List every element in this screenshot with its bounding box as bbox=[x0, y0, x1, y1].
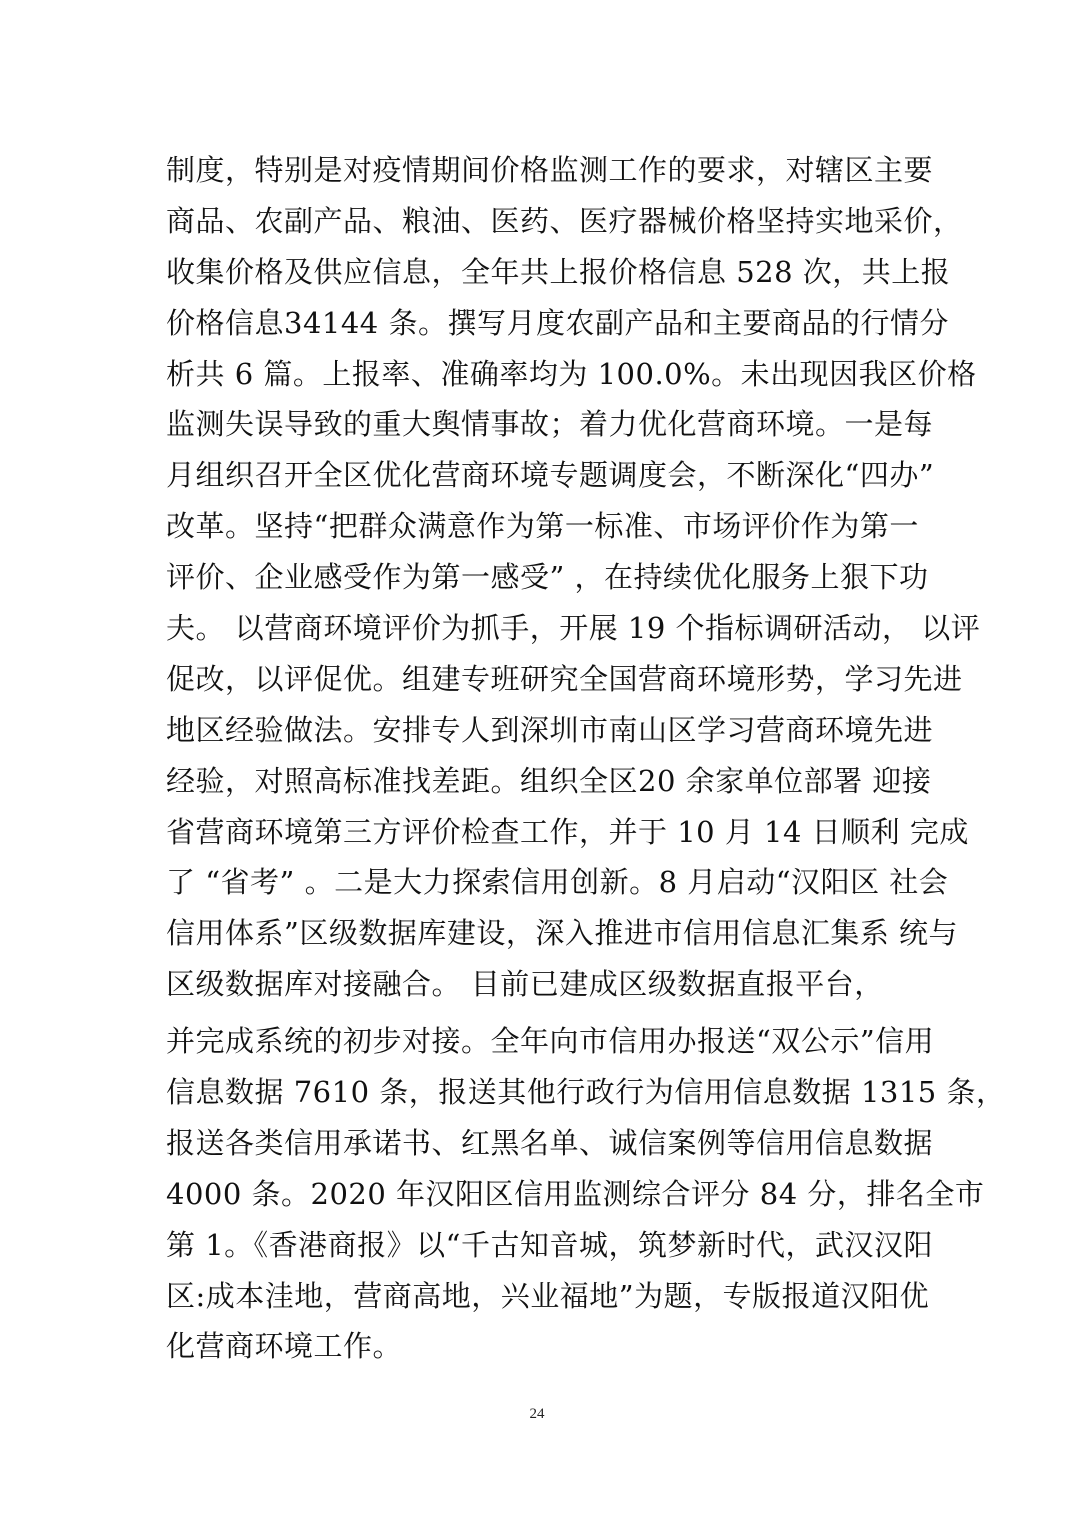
text-line: 经验，对照高标准找差距。组织全区20 余家单位部署 迎接 bbox=[166, 763, 932, 798]
text-line: 区级数据库对接融合。 目前已建成区级数据直报平台， bbox=[166, 967, 884, 1002]
text-line: 收集价格及供应信息，全年共上报价格信息 528 次，共上报 bbox=[166, 254, 951, 289]
text-line: 并完成系统的初步对接。全年向市信用办报送“双公示”信用 bbox=[166, 1024, 935, 1059]
text-line: 信用体系”区级数据库建设，深入推进市信用信息汇集系 统与 bbox=[166, 916, 959, 951]
text-line: 第 1。《香港商报》以“千古知音城，筑梦新时代，武汉汉阳 bbox=[166, 1227, 933, 1262]
text-line: 地区经验做法。安排专人到深圳市南山区学习营商环境先进 bbox=[166, 712, 934, 747]
text-line: 价格信息34144 条。撰写月度农副产品和主要商品的行情分 bbox=[166, 305, 949, 340]
text-line: 夫。 以营商环境评价为抓手，开展 19 个指标调研活动， 以评 bbox=[166, 611, 981, 646]
text-line: 评价、企业感受作为第一感受” ，在持续优化服务上狠下功 bbox=[166, 560, 929, 595]
text-line: 促改，以评促优。组建专班研究全国营商环境形势，学习先进 bbox=[166, 661, 963, 696]
body-text bbox=[166, 145, 1006, 1372]
text-line: 析共 6 篇。上报率、准确率均为 100.0%。未出现因我区价格 bbox=[166, 356, 977, 391]
text-line: 报送各类信用承诺书、红黑名单、诚信案例等信用信息数据 bbox=[166, 1125, 934, 1160]
text-line: 商品、农副产品、粮油、医药、医疗器械价格坚持实地采价， bbox=[166, 203, 963, 238]
text-line: 区:成本洼地，营商高地，兴业福地”为题，专版报道汉阳优 bbox=[166, 1278, 930, 1313]
text-line: 省营商环境第三方评价检查工作，并于 10 月 14 日顺利 完成 bbox=[166, 814, 969, 849]
page-number: 24 bbox=[529, 1406, 545, 1422]
text-line: 改革。坚持“把群众满意作为第一标准、市场评价作为第一 bbox=[166, 509, 919, 544]
text-line: 月组织召开全区优化营商环境专题调度会，不断深化“四办” bbox=[166, 458, 935, 493]
text-line: 信息数据 7610 条，报送其他行政行为信用信息数据 1315 条， bbox=[166, 1075, 1006, 1110]
text-line: 了 “省考” 。二是大力探索信用创新。8 月启动“汉阳区 社会 bbox=[166, 865, 949, 900]
text-line: 4000 条。2020 年汉阳区信用监测综合评分 84 分，排名全市 bbox=[166, 1176, 985, 1211]
text-line: 制度，特别是对疫情期间价格监测工作的要求，对辖区主要 bbox=[166, 153, 934, 187]
text-line: 化营商环境工作。 bbox=[166, 1329, 403, 1364]
text-line: 监测失误导致的重大舆情事故；着力优化营商环境。一是每 bbox=[166, 407, 934, 442]
